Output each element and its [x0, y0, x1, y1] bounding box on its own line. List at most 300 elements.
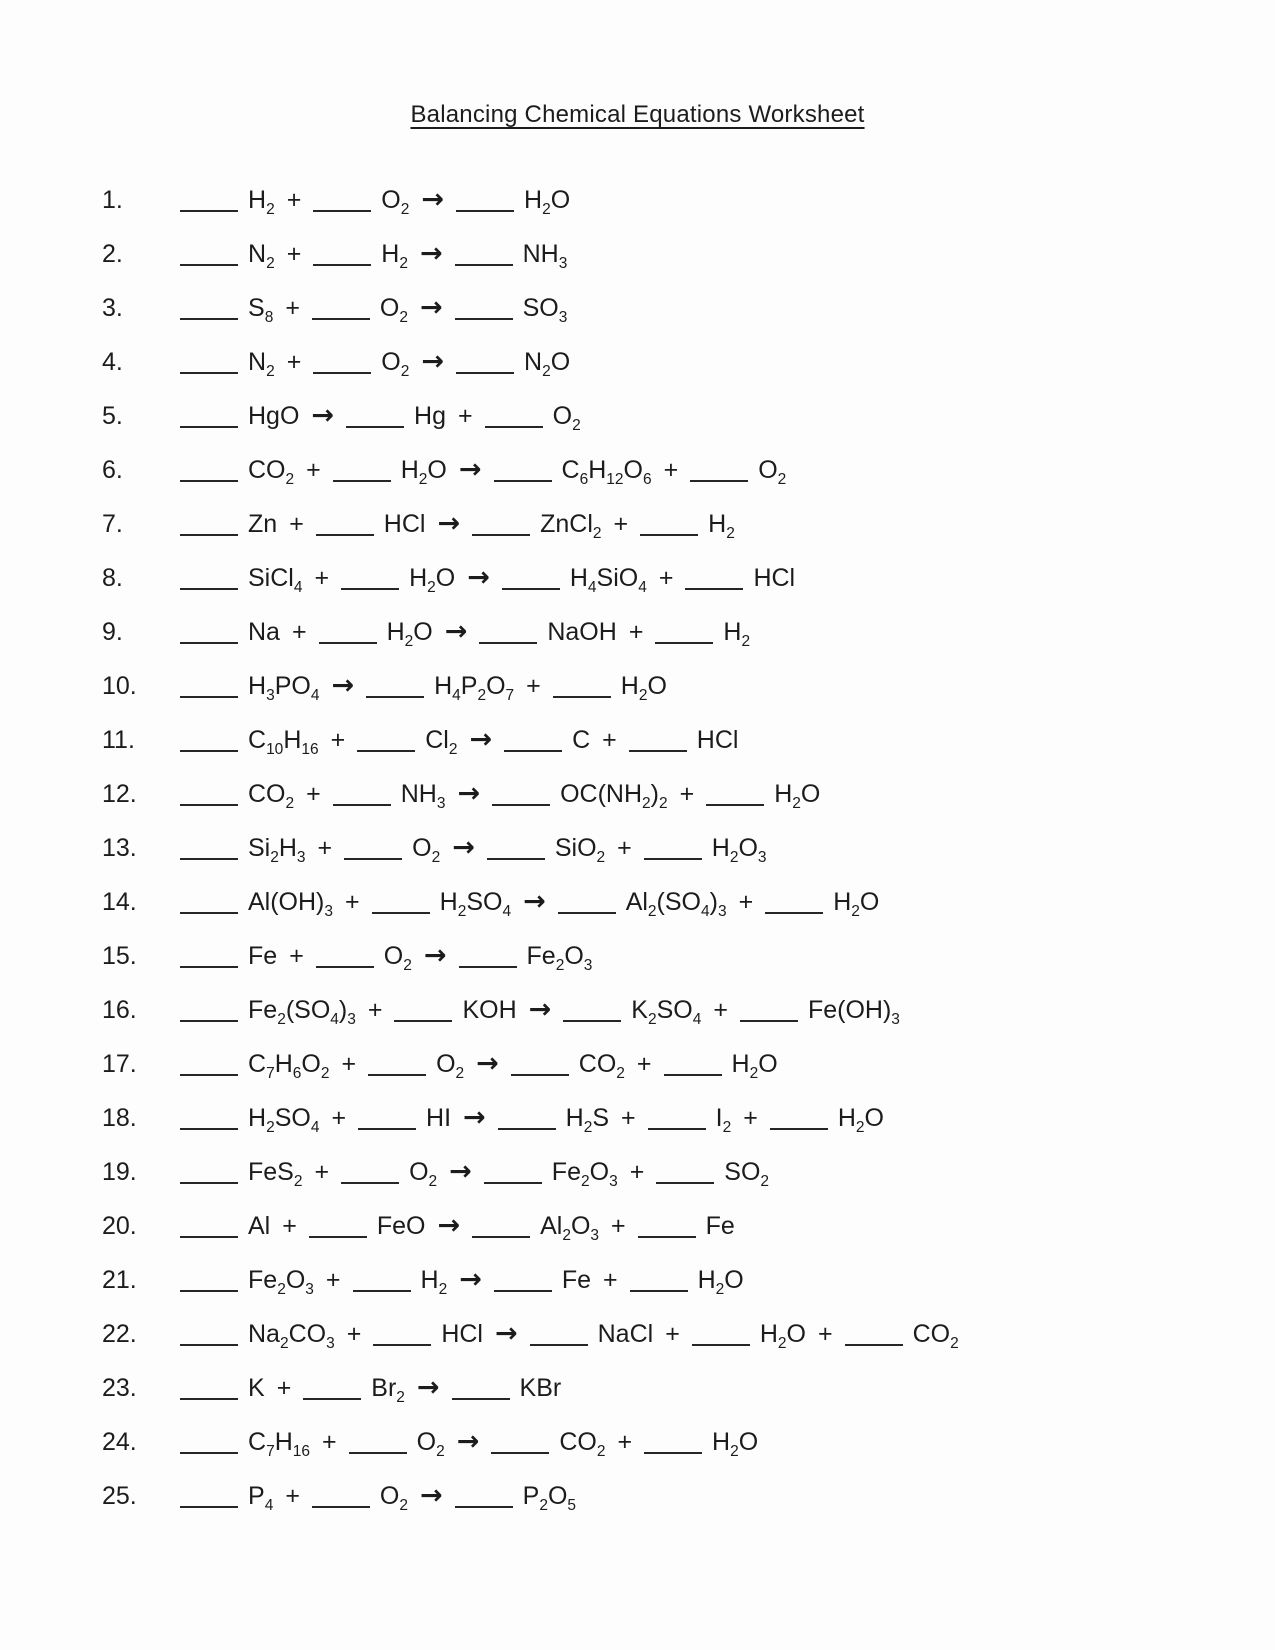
- equation-number: 4.: [102, 348, 123, 376]
- chemical-formula: $O_2$: [416, 1428, 445, 1460]
- reaction-arrow: →: [444, 616, 468, 647]
- chemical-formula: $H_2$: [723, 618, 751, 650]
- plus-operator: +: [617, 1428, 633, 1456]
- plus-operator: +: [458, 402, 473, 430]
- answer-blank: [180, 210, 238, 212]
- answer-blank: [358, 1128, 416, 1130]
- chemical-formula: $C_7H_6O_2$: [248, 1050, 330, 1082]
- answer-blank: [648, 1128, 706, 1130]
- plus-operator: +: [276, 1374, 292, 1402]
- answer-blank: [630, 1290, 688, 1292]
- plus-operator: +: [286, 186, 302, 214]
- equation-row: [102, 929, 1245, 983]
- answer-blank: [765, 912, 823, 914]
- chemical-formula: $H_4SiO_4$: [569, 564, 647, 596]
- plus-operator: +: [341, 1050, 357, 1078]
- equation: [180, 281, 567, 335]
- chemical-formula: $NH_3$: [400, 780, 446, 812]
- chemical-formula: $Fe_2O_3$: [526, 942, 593, 974]
- answer-blank: [494, 1290, 552, 1292]
- equation-list: [102, 173, 1245, 1523]
- chemical-formula: $H_2$: [381, 240, 408, 272]
- plus-operator: +: [613, 510, 629, 538]
- plus-operator: +: [286, 240, 302, 268]
- equation-row: [102, 1469, 1245, 1523]
- chemical-formula: $Br_2$: [371, 1374, 405, 1406]
- chemical-formula: Hg: [414, 402, 446, 430]
- answer-blank: [180, 1506, 238, 1508]
- plus-operator: +: [291, 618, 307, 646]
- reaction-arrow: →: [331, 670, 355, 701]
- equation-number: 14.: [102, 888, 137, 916]
- plus-operator: +: [314, 1158, 330, 1186]
- plus-operator: +: [663, 456, 679, 484]
- chemical-formula: $O_2$: [379, 294, 408, 326]
- equation-row: [102, 173, 1245, 227]
- equation-row: [102, 713, 1245, 767]
- chemical-formula: SiO$_2$: [554, 834, 606, 866]
- equation-number: 21.: [102, 1266, 137, 1294]
- chemical-formula: $H_2O_3$: [711, 834, 767, 866]
- chemical-formula: Fe: [248, 942, 278, 970]
- answer-blank: [394, 1020, 452, 1022]
- chemical-formula: C: [572, 726, 591, 754]
- equation-row: [102, 443, 1245, 497]
- chemical-formula: $Si_2H_3$: [248, 834, 306, 866]
- equation: [180, 173, 570, 227]
- plus-operator: +: [665, 1320, 680, 1348]
- chemical-formula: $Fe_2O_3$: [551, 1158, 618, 1190]
- equation: [180, 389, 581, 443]
- answer-blank: [629, 750, 687, 752]
- reaction-arrow: →: [449, 1156, 472, 1187]
- plus-operator: +: [306, 780, 321, 808]
- chemical-formula: $Fe(OH)_3$: [807, 996, 900, 1028]
- answer-blank: [502, 588, 560, 590]
- answer-blank: [563, 1020, 621, 1022]
- answer-blank: [180, 588, 238, 590]
- chemical-formula: Fe: [705, 1212, 735, 1240]
- equation-row: [102, 983, 1245, 1037]
- plus-operator: +: [325, 1266, 341, 1294]
- answer-blank: [455, 1506, 513, 1508]
- answer-blank: [316, 966, 374, 968]
- reaction-arrow: →: [528, 994, 552, 1025]
- plus-operator: +: [306, 456, 321, 484]
- answer-blank: [357, 750, 415, 752]
- equation-row: [102, 1091, 1245, 1145]
- answer-blank: [180, 804, 238, 806]
- plus-operator: +: [679, 780, 695, 808]
- answer-blank: [530, 1344, 588, 1346]
- reaction-arrow: →: [458, 454, 482, 485]
- answer-blank: [346, 426, 404, 428]
- reaction-arrow: →: [416, 1372, 440, 1403]
- plus-operator: +: [713, 996, 728, 1024]
- equation: [180, 983, 900, 1037]
- equation-number: 22.: [102, 1320, 137, 1348]
- answer-blank: [479, 642, 537, 644]
- equation: [180, 929, 592, 983]
- chemical-formula: $H_2$: [708, 510, 735, 542]
- equation: [180, 1469, 576, 1523]
- plus-operator: +: [603, 1266, 618, 1294]
- equation: [180, 875, 879, 929]
- plus-operator: +: [743, 1104, 758, 1132]
- chemical-formula: $C_7H_{16}$: [248, 1428, 310, 1460]
- answer-blank: [644, 858, 702, 860]
- reaction-arrow: →: [437, 1210, 461, 1241]
- answer-blank: [484, 1182, 542, 1184]
- answer-blank: [180, 750, 238, 752]
- equation: [180, 227, 567, 281]
- reaction-arrow: →: [311, 400, 335, 431]
- answer-blank: [472, 534, 530, 536]
- chemical-formula: $N_2$: [248, 348, 275, 380]
- chemical-formula: Zn: [248, 510, 278, 538]
- equation-row: [102, 659, 1245, 713]
- answer-blank: [316, 534, 374, 536]
- chemical-formula: HCl: [753, 564, 796, 592]
- answer-blank: [309, 1236, 367, 1238]
- answer-blank: [664, 1074, 722, 1076]
- answer-blank: [180, 372, 238, 374]
- equation: [180, 659, 667, 713]
- chemical-formula: $S_8$: [248, 294, 274, 326]
- equation: [180, 1091, 884, 1145]
- chemical-formula: $SO_3$: [522, 294, 568, 326]
- equation-number: 20.: [102, 1212, 137, 1240]
- chemical-formula: HCl: [441, 1320, 483, 1348]
- answer-blank: [319, 642, 377, 644]
- chemical-formula: $CO_2$: [559, 1428, 606, 1460]
- answer-blank: [366, 696, 424, 698]
- answer-blank: [313, 264, 371, 266]
- plus-operator: +: [289, 510, 304, 538]
- chemical-formula: HI: [426, 1104, 452, 1132]
- plus-operator: +: [314, 564, 330, 592]
- reaction-arrow: →: [523, 886, 546, 917]
- equation-number: 17.: [102, 1050, 137, 1078]
- chemical-formula: $C_6H_{12}O_6$: [561, 456, 652, 488]
- equation-row: [102, 389, 1245, 443]
- answer-blank: [180, 966, 238, 968]
- equation-row: [102, 1307, 1245, 1361]
- plus-operator: +: [611, 1212, 626, 1240]
- answer-blank: [349, 1452, 407, 1454]
- chemical-formula: HgO: [248, 402, 300, 430]
- chemical-formula: $Al_2O_3$: [540, 1212, 600, 1244]
- answer-blank: [333, 804, 391, 806]
- chemical-formula: Fe: [561, 1266, 591, 1294]
- equation-number: 10.: [102, 672, 137, 700]
- equation: [180, 1415, 758, 1469]
- chemical-formula: $O_2$: [412, 834, 441, 866]
- chemical-formula: $H_2SO_4$: [248, 1104, 320, 1136]
- equation: [180, 767, 820, 821]
- plus-operator: +: [629, 1158, 645, 1186]
- chemical-formula: KBr: [519, 1374, 562, 1402]
- answer-blank: [644, 1452, 702, 1454]
- plus-operator: +: [345, 888, 360, 916]
- chemical-formula: $H_2O$: [833, 888, 880, 920]
- page-title: Balancing Chemical Equations Worksheet: [410, 101, 865, 128]
- reaction-arrow: →: [421, 346, 444, 377]
- chemical-formula: $H_2O$: [400, 456, 447, 488]
- chemical-formula: $OC(NH_2)_2$: [560, 780, 668, 812]
- equation-number: 16.: [102, 996, 137, 1024]
- equation: [180, 713, 738, 767]
- equation-row: [102, 821, 1245, 875]
- answer-blank: [456, 210, 514, 212]
- chemical-formula: HCl: [696, 726, 739, 754]
- equation: [180, 1037, 778, 1091]
- reaction-arrow: →: [463, 1102, 486, 1133]
- equation-row: [102, 281, 1245, 335]
- equation: [180, 551, 795, 605]
- chemical-formula: $Fe_2(SO_4)_3$: [248, 996, 356, 1028]
- reaction-arrow: →: [423, 940, 447, 971]
- answer-blank: [333, 480, 391, 482]
- chemical-formula: $H_2O$: [524, 186, 571, 218]
- answer-blank: [504, 750, 562, 752]
- chemical-formula: $H_4P_2O_7$: [434, 672, 515, 704]
- equation-row: [102, 335, 1245, 389]
- chemical-formula: $C_{10}H_{16}$: [248, 726, 319, 758]
- answer-blank: [690, 480, 748, 482]
- answer-blank: [455, 264, 513, 266]
- equation-number: 18.: [102, 1104, 137, 1132]
- reaction-arrow: →: [469, 724, 493, 755]
- chemical-formula: $CO_2$: [578, 1050, 625, 1082]
- equation-number: 1.: [102, 186, 123, 214]
- equation-row: [102, 1415, 1245, 1469]
- chemical-formula: $H_2O$: [620, 672, 667, 704]
- plus-operator: +: [317, 834, 333, 862]
- reaction-arrow: →: [420, 1480, 443, 1511]
- plus-operator: +: [285, 294, 300, 322]
- chemical-formula: $H_2S$: [565, 1104, 610, 1136]
- answer-blank: [313, 210, 371, 212]
- answer-blank: [180, 426, 238, 428]
- answer-blank: [692, 1344, 750, 1346]
- equation-row: [102, 497, 1245, 551]
- chemical-formula: KOH: [462, 996, 517, 1024]
- reaction-arrow: →: [452, 832, 475, 863]
- chemical-formula: $Fe_2O_3$: [248, 1266, 314, 1298]
- answer-blank: [180, 912, 238, 914]
- plus-operator: +: [330, 726, 346, 754]
- chemical-formula: $H_2SO_4$: [439, 888, 512, 920]
- answer-blank: [180, 1020, 238, 1022]
- answer-blank: [511, 1074, 569, 1076]
- chemical-formula: $K_2SO_4$: [631, 996, 702, 1028]
- chemical-formula: $SO_2$: [724, 1158, 770, 1190]
- answer-blank: [180, 1344, 238, 1346]
- plus-operator: +: [286, 348, 302, 376]
- answer-blank: [180, 1182, 238, 1184]
- equation-row: [102, 1199, 1245, 1253]
- equation-number: 12.: [102, 780, 137, 808]
- answer-blank: [706, 804, 764, 806]
- chemical-formula: $H_3PO_4$: [248, 672, 320, 704]
- plus-operator: +: [322, 1428, 337, 1456]
- answer-blank: [558, 912, 616, 914]
- chemical-formula: $NH_3$: [522, 240, 568, 272]
- reaction-arrow: →: [457, 778, 481, 809]
- chemical-formula: $H_2O$: [386, 618, 433, 650]
- plus-operator: +: [602, 726, 617, 754]
- answer-blank: [455, 318, 513, 320]
- answer-blank: [685, 588, 743, 590]
- answer-blank: [485, 426, 543, 428]
- answer-blank: [341, 1182, 399, 1184]
- reaction-arrow: →: [495, 1318, 518, 1349]
- answer-blank: [494, 480, 552, 482]
- chemical-formula: $O_2$: [409, 1158, 438, 1190]
- plus-operator: +: [658, 564, 674, 592]
- equation-row: [102, 1037, 1245, 1091]
- chemical-formula: $H_2O$: [731, 1050, 778, 1082]
- answer-blank: [655, 642, 713, 644]
- answer-blank: [180, 480, 238, 482]
- chemical-formula: $I_2$: [715, 1104, 732, 1136]
- reaction-arrow: →: [467, 562, 490, 593]
- equation-row: [102, 875, 1245, 929]
- answer-blank: [491, 1452, 549, 1454]
- chemical-formula: FeO: [376, 1212, 426, 1240]
- equation-number: 5.: [102, 402, 123, 430]
- chemical-formula: $O_2$: [383, 942, 412, 974]
- answer-blank: [638, 1236, 696, 1238]
- answer-blank: [344, 858, 402, 860]
- equation: [180, 1145, 769, 1199]
- equation: [180, 821, 767, 875]
- answer-blank: [472, 1236, 530, 1238]
- equation-number: 24.: [102, 1428, 137, 1456]
- plus-operator: +: [621, 1104, 636, 1132]
- reaction-arrow: →: [476, 1048, 499, 1079]
- equation-number: 11.: [102, 726, 135, 754]
- chemical-formula: FeS$_2$: [248, 1158, 303, 1190]
- equation: [180, 335, 570, 389]
- equation-number: 15.: [102, 942, 137, 970]
- equation-row: [102, 1361, 1245, 1415]
- plus-operator: +: [636, 1050, 652, 1078]
- answer-blank: [303, 1398, 361, 1400]
- equation-number: 8.: [102, 564, 123, 592]
- plus-operator: +: [628, 618, 644, 646]
- answer-blank: [312, 1506, 370, 1508]
- chemical-formula: SiCl$_4$: [248, 564, 303, 596]
- chemical-formula: $H_2O$: [759, 1320, 806, 1352]
- plus-operator: +: [289, 942, 304, 970]
- answer-blank: [180, 264, 238, 266]
- chemical-formula: $CO_2$: [248, 456, 295, 488]
- answer-blank: [740, 1020, 798, 1022]
- equation-number: 9.: [102, 618, 123, 646]
- equation-row: [102, 767, 1245, 821]
- reaction-arrow: →: [419, 238, 443, 269]
- answer-blank: [456, 372, 514, 374]
- equation: [180, 1361, 561, 1415]
- answer-blank: [180, 1398, 238, 1400]
- chemical-formula: $O_2$: [379, 1482, 408, 1514]
- answer-blank: [487, 858, 545, 860]
- equation-number: 23.: [102, 1374, 137, 1402]
- answer-blank: [180, 534, 238, 536]
- equation-number: 19.: [102, 1158, 137, 1186]
- equation: [180, 497, 735, 551]
- answer-blank: [373, 1344, 431, 1346]
- answer-blank: [353, 1290, 411, 1292]
- answer-blank: [553, 696, 611, 698]
- equation-number: 13.: [102, 834, 137, 862]
- equation-number: 7.: [102, 510, 123, 538]
- answer-blank: [452, 1398, 510, 1400]
- answer-blank: [341, 588, 399, 590]
- chemical-formula: $O_2$: [436, 1050, 465, 1082]
- answer-blank: [770, 1128, 828, 1130]
- equation: [180, 1307, 959, 1361]
- chemical-formula: $H_2O$: [697, 1266, 744, 1298]
- answer-blank: [498, 1128, 556, 1130]
- plus-operator: +: [346, 1320, 362, 1348]
- answer-blank: [313, 372, 371, 374]
- plus-operator: +: [526, 672, 541, 700]
- chemical-formula: $H_2O$: [409, 564, 456, 596]
- answer-blank: [180, 642, 238, 644]
- chemical-formula: ZnCl$_2$: [540, 510, 602, 542]
- plus-operator: +: [367, 996, 383, 1024]
- chemical-formula: $Na_2CO_3$: [248, 1320, 335, 1352]
- answer-blank: [180, 858, 238, 860]
- chemical-formula: $CO_2$: [248, 780, 295, 812]
- plus-operator: +: [617, 834, 632, 862]
- chemical-formula: $H_2O$: [774, 780, 821, 812]
- reaction-arrow: →: [456, 1426, 480, 1457]
- equation-row: [102, 605, 1245, 659]
- answer-blank: [640, 534, 698, 536]
- answer-blank: [180, 1290, 238, 1292]
- plus-operator: +: [817, 1320, 833, 1348]
- answer-blank: [368, 1074, 426, 1076]
- chemical-formula: $P_2O_5$: [522, 1482, 577, 1514]
- chemical-formula: NaOH: [547, 618, 617, 646]
- reaction-arrow: →: [459, 1264, 482, 1295]
- plus-operator: +: [738, 888, 754, 916]
- equation-row: [102, 1145, 1245, 1199]
- answer-blank: [372, 912, 430, 914]
- reaction-arrow: →: [437, 508, 461, 539]
- chemical-formula: $H_2O$: [712, 1428, 759, 1460]
- chemical-formula: $H_2$: [248, 186, 275, 218]
- chemical-formula: HCl: [383, 510, 426, 538]
- equation: [180, 1199, 735, 1253]
- equation: [180, 605, 750, 659]
- equation-number: 25.: [102, 1482, 137, 1510]
- answer-blank: [180, 696, 238, 698]
- answer-blank: [180, 318, 238, 320]
- chemical-formula: $Al(OH)_3$: [248, 888, 334, 920]
- chemical-formula: $O_2$: [381, 348, 410, 380]
- plus-operator: +: [282, 1212, 297, 1240]
- reaction-arrow: →: [421, 184, 444, 215]
- answer-blank: [180, 1128, 238, 1130]
- chemical-formula: $H_2$: [420, 1266, 448, 1298]
- equation-row: [102, 551, 1245, 605]
- equation-row: [102, 227, 1245, 281]
